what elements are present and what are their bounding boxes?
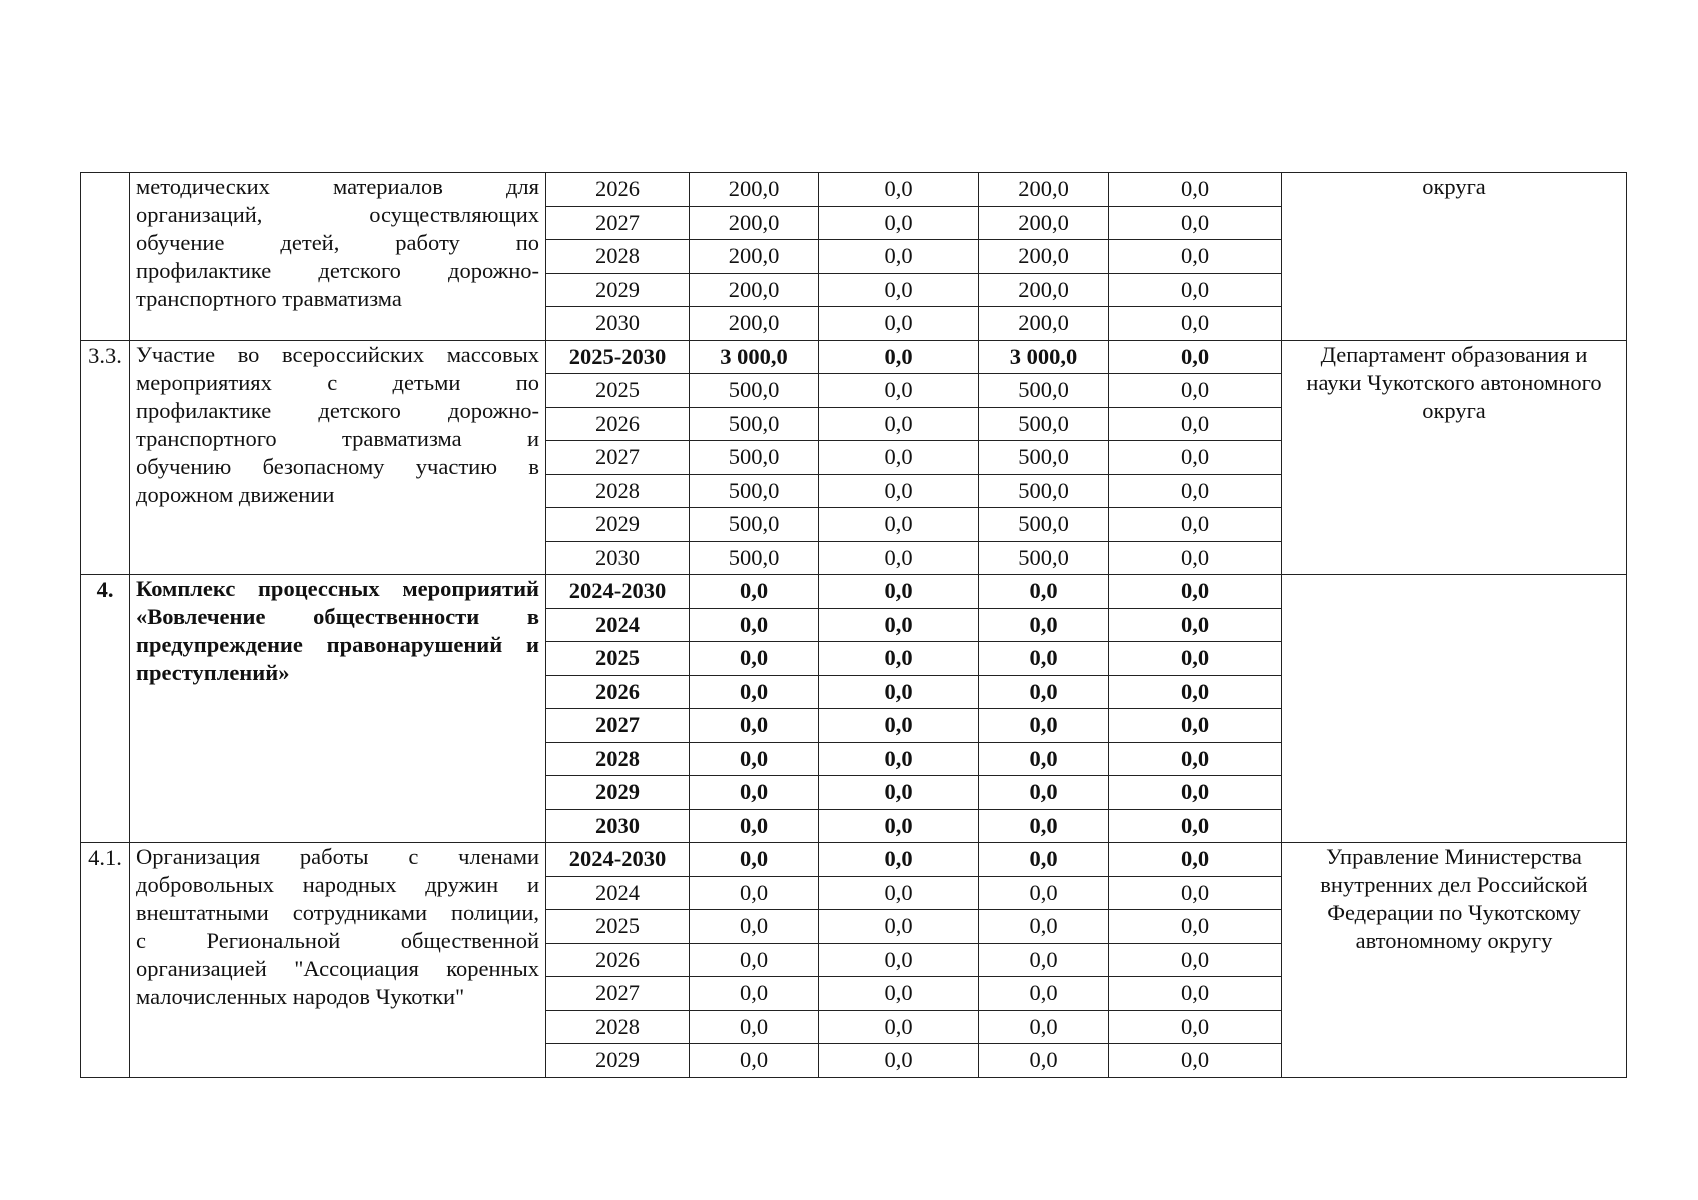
other-sources-cell: 0,0 — [1109, 508, 1282, 542]
regional-budget-cell: 0,0 — [979, 977, 1109, 1011]
federal-budget-cell: 0,0 — [819, 1010, 979, 1044]
period-cell: 2027 — [546, 441, 690, 475]
federal-budget-cell: 0,0 — [819, 776, 979, 810]
total-amount-cell: 500,0 — [690, 441, 819, 475]
federal-budget-cell: 0,0 — [819, 340, 979, 374]
other-sources-cell: 0,0 — [1109, 374, 1282, 408]
total-amount-cell: 500,0 — [690, 541, 819, 575]
federal-budget-cell: 0,0 — [819, 977, 979, 1011]
item-number: 3.3. — [81, 340, 130, 575]
total-amount-cell: 200,0 — [690, 273, 819, 307]
description-line: преступлений» — [136, 660, 290, 685]
total-amount-cell: 0,0 — [690, 943, 819, 977]
total-amount-cell: 0,0 — [690, 910, 819, 944]
period-cell: 2028 — [546, 742, 690, 776]
period-cell: 2030 — [546, 809, 690, 843]
regional-budget-cell: 0,0 — [979, 742, 1109, 776]
total-amount-cell: 200,0 — [690, 240, 819, 274]
period-cell: 2030 — [546, 541, 690, 575]
other-sources-cell: 0,0 — [1109, 340, 1282, 374]
other-sources-cell: 0,0 — [1109, 206, 1282, 240]
other-sources-cell: 0,0 — [1109, 675, 1282, 709]
other-sources-cell: 0,0 — [1109, 474, 1282, 508]
other-sources-cell: 0,0 — [1109, 843, 1282, 877]
item-number: 4.1. — [81, 843, 130, 1078]
description-line: обучению безопасному участию в — [136, 453, 539, 479]
description-line: профилактике детского дорожно- — [136, 258, 539, 283]
regional-budget-cell: 200,0 — [979, 307, 1109, 341]
other-sources-cell: 0,0 — [1109, 910, 1282, 944]
table-row — [81, 340, 1627, 374]
regional-budget-cell: 0,0 — [979, 675, 1109, 709]
description-line: организацией "Ассоциация коренных — [136, 956, 539, 981]
regional-budget-cell: 0,0 — [979, 809, 1109, 843]
description-line: дорожном движении — [136, 481, 335, 507]
total-amount-cell: 0,0 — [690, 608, 819, 642]
federal-budget-cell: 0,0 — [819, 273, 979, 307]
period-cell: 2026 — [546, 675, 690, 709]
regional-budget-cell: 3 000,0 — [979, 340, 1109, 374]
federal-budget-cell: 0,0 — [819, 575, 979, 609]
responsible-executor: округа — [1282, 173, 1627, 341]
federal-budget-cell: 0,0 — [819, 709, 979, 743]
item-number — [81, 173, 130, 341]
budget-table — [80, 172, 1627, 1078]
table-row — [81, 575, 1627, 609]
federal-budget-cell: 0,0 — [819, 910, 979, 944]
regional-budget-cell: 200,0 — [979, 273, 1109, 307]
period-cell: 2027 — [546, 977, 690, 1011]
regional-budget-cell: 0,0 — [979, 642, 1109, 676]
period-cell: 2025 — [546, 374, 690, 408]
federal-budget-cell: 0,0 — [819, 374, 979, 408]
regional-budget-cell: 0,0 — [979, 843, 1109, 877]
period-cell: 2024-2030 — [546, 575, 690, 609]
total-amount-cell: 500,0 — [690, 374, 819, 408]
total-amount-cell: 0,0 — [690, 675, 819, 709]
total-amount-cell: 0,0 — [690, 977, 819, 1011]
other-sources-cell: 0,0 — [1109, 1010, 1282, 1044]
period-cell: 2028 — [546, 474, 690, 508]
total-amount-cell: 200,0 — [690, 206, 819, 240]
other-sources-cell: 0,0 — [1109, 575, 1282, 609]
responsible-executor: Управление Министерства внутренних дел Российской Федерации по Чукотскому автономному округу — [1282, 843, 1627, 1078]
item-number: 4. — [81, 575, 130, 843]
period-cell: 2024-2030 — [546, 843, 690, 877]
period-cell: 2029 — [546, 273, 690, 307]
total-amount-cell: 500,0 — [690, 407, 819, 441]
federal-budget-cell: 0,0 — [819, 642, 979, 676]
description-line: Комплекс процессных мероприятий — [136, 576, 539, 601]
regional-budget-cell: 0,0 — [979, 1010, 1109, 1044]
total-amount-cell: 0,0 — [690, 776, 819, 810]
total-amount-cell: 0,0 — [690, 843, 819, 877]
regional-budget-cell: 0,0 — [979, 575, 1109, 609]
total-amount-cell: 0,0 — [690, 1044, 819, 1078]
regional-budget-cell: 0,0 — [979, 1044, 1109, 1078]
period-cell: 2025 — [546, 642, 690, 676]
federal-budget-cell: 0,0 — [819, 608, 979, 642]
description-line: организаций, осуществляющих — [136, 202, 539, 227]
table-row — [81, 173, 1627, 207]
federal-budget-cell: 0,0 — [819, 843, 979, 877]
description-line: предупреждение правонарушений и — [136, 632, 539, 657]
federal-budget-cell: 0,0 — [819, 441, 979, 475]
period-cell: 2025 — [546, 910, 690, 944]
total-amount-cell: 0,0 — [690, 575, 819, 609]
description-line: внештатными сотрудниками полиции, — [136, 900, 539, 925]
federal-budget-cell: 0,0 — [819, 307, 979, 341]
federal-budget-cell: 0,0 — [819, 809, 979, 843]
period-cell: 2026 — [546, 173, 690, 207]
description-line: методических материалов для — [136, 174, 539, 199]
federal-budget-cell: 0,0 — [819, 206, 979, 240]
other-sources-cell: 0,0 — [1109, 977, 1282, 1011]
description-line: профилактике детского дорожно- — [136, 397, 539, 423]
total-amount-cell: 0,0 — [690, 709, 819, 743]
period-cell: 2030 — [546, 307, 690, 341]
other-sources-cell: 0,0 — [1109, 173, 1282, 207]
description-line: малочисленных народов Чукотки" — [136, 984, 465, 1009]
regional-budget-cell: 200,0 — [979, 206, 1109, 240]
description-line: мероприятиях с детьми по — [136, 369, 539, 395]
other-sources-cell: 0,0 — [1109, 642, 1282, 676]
description-line: транспортного травматизма — [136, 286, 402, 311]
federal-budget-cell: 0,0 — [819, 742, 979, 776]
total-amount-cell: 500,0 — [690, 508, 819, 542]
other-sources-cell: 0,0 — [1109, 541, 1282, 575]
period-cell: 2028 — [546, 1010, 690, 1044]
other-sources-cell: 0,0 — [1109, 407, 1282, 441]
description-line: «Вовлечение общественности в — [136, 604, 539, 629]
period-cell: 2028 — [546, 240, 690, 274]
regional-budget-cell: 500,0 — [979, 407, 1109, 441]
period-cell: 2024 — [546, 876, 690, 910]
regional-budget-cell: 500,0 — [979, 374, 1109, 408]
federal-budget-cell: 0,0 — [819, 508, 979, 542]
period-cell: 2026 — [546, 943, 690, 977]
other-sources-cell: 0,0 — [1109, 273, 1282, 307]
other-sources-cell: 0,0 — [1109, 1044, 1282, 1078]
description-line: Организация работы с членами — [136, 844, 539, 869]
other-sources-cell: 0,0 — [1109, 441, 1282, 475]
other-sources-cell: 0,0 — [1109, 776, 1282, 810]
other-sources-cell: 0,0 — [1109, 307, 1282, 341]
federal-budget-cell: 0,0 — [819, 240, 979, 274]
period-cell: 2029 — [546, 776, 690, 810]
regional-budget-cell: 500,0 — [979, 508, 1109, 542]
item-description — [130, 575, 546, 843]
federal-budget-cell: 0,0 — [819, 675, 979, 709]
table-row — [81, 843, 1627, 877]
item-description — [130, 340, 546, 575]
other-sources-cell: 0,0 — [1109, 943, 1282, 977]
description-line: с Региональной общественной — [136, 928, 539, 953]
regional-budget-cell: 200,0 — [979, 240, 1109, 274]
period-cell: 2025-2030 — [546, 340, 690, 374]
total-amount-cell: 500,0 — [690, 474, 819, 508]
total-amount-cell: 3 000,0 — [690, 340, 819, 374]
description-line: добровольных народных дружин и — [136, 872, 539, 897]
regional-budget-cell: 0,0 — [979, 943, 1109, 977]
description-line: обучение детей, работу по — [136, 230, 539, 255]
responsible-executor — [1282, 575, 1627, 843]
period-cell: 2027 — [546, 709, 690, 743]
description-line: транспортного травматизма и — [136, 425, 539, 451]
other-sources-cell: 0,0 — [1109, 709, 1282, 743]
total-amount-cell: 0,0 — [690, 809, 819, 843]
table-body — [81, 173, 1627, 1078]
responsible-executor: Департамент образования и науки Чукотского автономного округа — [1282, 340, 1627, 575]
description-line: Участие во всероссийских массовых — [136, 341, 539, 367]
item-description — [130, 173, 546, 341]
total-amount-cell: 0,0 — [690, 642, 819, 676]
regional-budget-cell: 500,0 — [979, 441, 1109, 475]
item-description — [130, 843, 546, 1078]
total-amount-cell: 0,0 — [690, 742, 819, 776]
period-cell: 2027 — [546, 206, 690, 240]
period-cell: 2029 — [546, 508, 690, 542]
federal-budget-cell: 0,0 — [819, 943, 979, 977]
federal-budget-cell: 0,0 — [819, 541, 979, 575]
total-amount-cell: 0,0 — [690, 1010, 819, 1044]
period-cell: 2029 — [546, 1044, 690, 1078]
total-amount-cell: 200,0 — [690, 173, 819, 207]
regional-budget-cell: 0,0 — [979, 709, 1109, 743]
regional-budget-cell: 0,0 — [979, 876, 1109, 910]
federal-budget-cell: 0,0 — [819, 876, 979, 910]
regional-budget-cell: 500,0 — [979, 541, 1109, 575]
other-sources-cell: 0,0 — [1109, 742, 1282, 776]
other-sources-cell: 0,0 — [1109, 809, 1282, 843]
federal-budget-cell: 0,0 — [819, 474, 979, 508]
period-cell: 2026 — [546, 407, 690, 441]
regional-budget-cell: 0,0 — [979, 910, 1109, 944]
regional-budget-cell: 200,0 — [979, 173, 1109, 207]
federal-budget-cell: 0,0 — [819, 1044, 979, 1078]
regional-budget-cell: 0,0 — [979, 608, 1109, 642]
other-sources-cell: 0,0 — [1109, 240, 1282, 274]
period-cell: 2024 — [546, 608, 690, 642]
total-amount-cell: 200,0 — [690, 307, 819, 341]
other-sources-cell: 0,0 — [1109, 608, 1282, 642]
other-sources-cell: 0,0 — [1109, 876, 1282, 910]
regional-budget-cell: 0,0 — [979, 776, 1109, 810]
federal-budget-cell: 0,0 — [819, 407, 979, 441]
federal-budget-cell: 0,0 — [819, 173, 979, 207]
regional-budget-cell: 500,0 — [979, 474, 1109, 508]
total-amount-cell: 0,0 — [690, 876, 819, 910]
